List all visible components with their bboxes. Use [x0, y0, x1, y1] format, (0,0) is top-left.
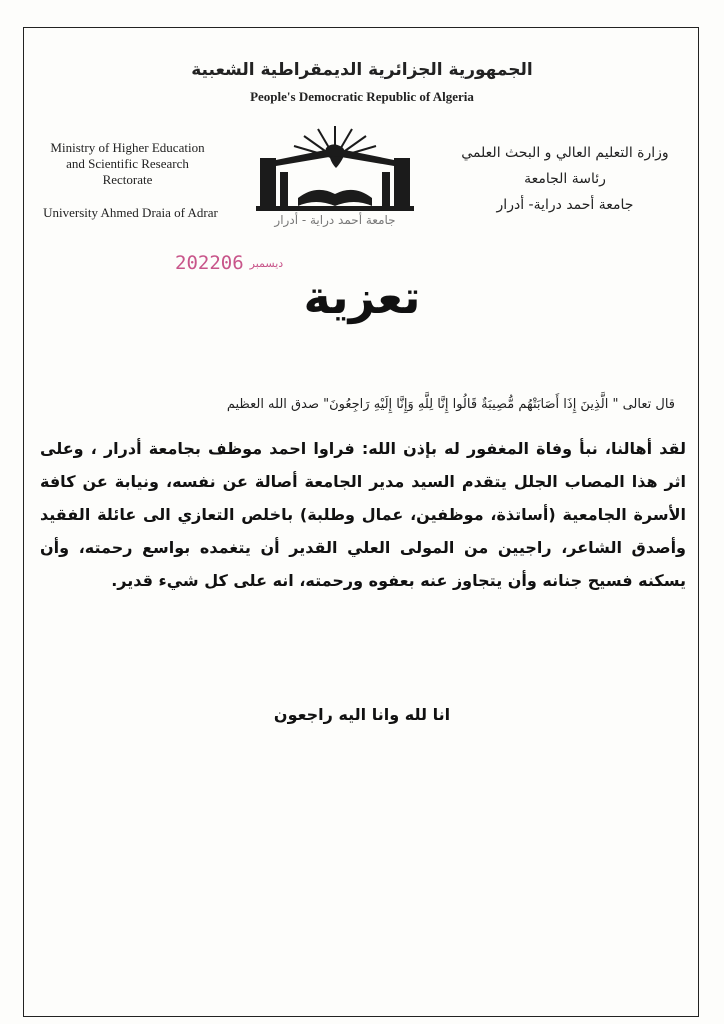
ministry-block-arabic — [440, 140, 690, 218]
university-logo — [240, 118, 430, 230]
ministry-line-2: and Scientific Research — [66, 156, 189, 171]
open-book-icon — [298, 190, 372, 206]
ministry-line-3: Rectorate — [102, 172, 153, 187]
ministry-ar-line-3: جامعة أحمد دراية- أدرار — [496, 197, 634, 213]
ministry-line-1: Ministry of Higher Education — [50, 140, 205, 155]
stamp-year: 2022 — [175, 252, 221, 274]
document-title: تعزية — [303, 270, 421, 324]
quran-verse: قال تعالى " الَّذِينَ إِذَا أَصَابَتْهُم مُّصِيبَةٌ قَالُوا إِنَّا لِلَّهِ وَإِنَّا إِلَيْهِ رَاجِعُونَ" صدق الله العظيم — [226, 397, 675, 412]
stamp-day: 06 — [220, 252, 244, 274]
stamp-month: ديسمبر — [249, 257, 284, 270]
logo-caption: جامعة أحمد دراية - أدرار — [274, 213, 396, 227]
university-name-english: University Ahmed Draia of Adrar — [43, 205, 218, 220]
ministry-ar-line-1: وزارة التعليم العالي و البحث العلمي — [461, 145, 669, 161]
condolence-body: لقد أهالنا، نبأ وفاة المغفور له بإذن الله: فراوا احمد موظف بجامعة أدرار ، وعلى اثر هذا المصاب الجلل يتقدم السيد مدير الجامعة أصالة عن نفسه، ونيابة عن كافة الأسرة الجامعية (أساتذة، موظفين، عمال وطلبة) باخلص التعازي الى عائلة الفقيد وأصدق الشاعر، راجيين من المولى العلي القدير أن يتغمده بواسع رحمته، وأن يسكنه فسيح جنانه وأن يتجاوز عنه بعفوه ورحمته، انه على كل شيء قدير. — [40, 439, 686, 590]
ministry-ar-line-2: رئاسة الجامعة — [524, 171, 606, 187]
closing-phrase: انا لله وانا اليه راجعون — [273, 705, 451, 724]
ministry-block-english — [30, 140, 225, 188]
republic-title-english: People's Democratic Republic of Algeria — [250, 89, 474, 104]
republic-title-arabic: الجمهورية الجزائرية الديمقراطية الشعبية — [191, 60, 533, 80]
